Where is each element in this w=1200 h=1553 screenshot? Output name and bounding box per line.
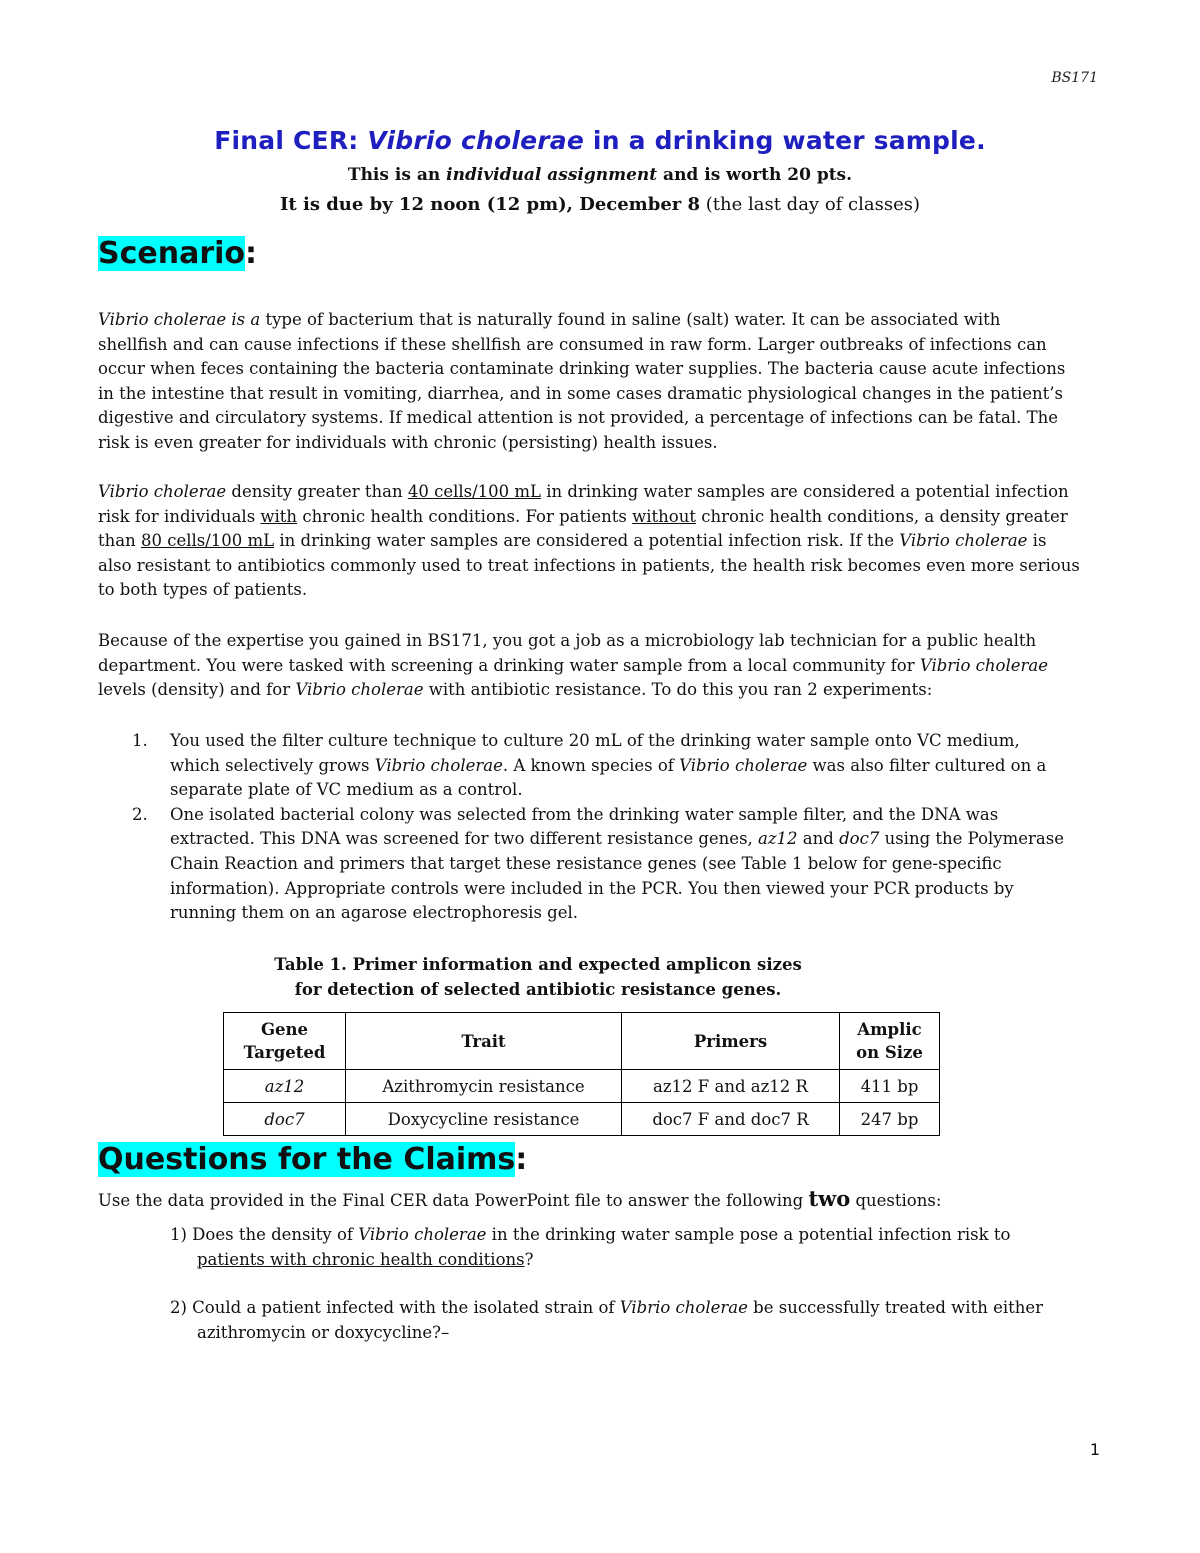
cell-size: 411 bp	[840, 1070, 940, 1103]
scenario-heading: Scenario:	[98, 236, 258, 271]
due-date: It is due by 12 noon (12 pm), December 8 (the last day of classes)	[279, 194, 920, 215]
table-row	[224, 1070, 940, 1103]
cell-gene: az12	[224, 1070, 346, 1103]
table-caption: Table 1. Primer information and expected amplicon sizes for detection of selected antibiotic resistance genes.	[274, 955, 802, 999]
header-primers: Primers	[622, 1013, 840, 1070]
header-amplicon-size: Amplic on Size	[840, 1013, 940, 1070]
scenario-paragraph-3: Because of the expertise you gained in BS171, you got a job as a microbiology lab technician for a public health department. You were tasked with screening a drinking water sample from a local community for Vibrio cholerae levels (density) and for Vibrio cholerae with antibiotic resistance. To do this you ran 2 experiments:	[98, 631, 1048, 700]
cell-gene: doc7	[224, 1103, 346, 1136]
cell-primers: az12 F and az12 R	[622, 1070, 840, 1103]
experiment-list	[98, 729, 1104, 926]
list-item: 1. You used the filter culture technique to culture 20 mL of the drinking water sample onto VC medium, which selectively grows Vibrio cholerae. A known species of Vibrio cholerae was also filter cultured on a separate plate of VC medium as a control.	[132, 731, 1047, 800]
header-trait: Trait	[346, 1013, 622, 1070]
questions-heading: Questions for the Claims:	[98, 1142, 528, 1177]
cell-size: 247 bp	[840, 1103, 940, 1136]
cell-trait: Doxycycline resistance	[346, 1103, 622, 1136]
page-number: 1	[1089, 1440, 1100, 1459]
scenario-paragraph-2: Vibrio cholerae density greater than 40 cells/100 mL in drinking water samples are considered a potential infection risk for individuals with chronic health conditions. For patients without chronic health conditions, a density greater than 80 cells/100 mL in drinking water samples are considered a potential infection risk. If the Vibrio cholerae is also resistant to antibiotics commonly used to treat infections in patients, the health risk becomes even more serious to both types of patients.	[98, 482, 1080, 600]
table-row	[224, 1103, 940, 1136]
cell-primers: doc7 F and doc7 R	[622, 1103, 840, 1136]
document-title: Final CER: Vibrio cholerae in a drinking water sample.	[214, 126, 986, 155]
header-gene: Gene Targeted	[224, 1013, 346, 1070]
questions-intro: Use the data provided in the Final CER data PowerPoint file to answer the following two questions:	[98, 1186, 942, 1211]
question-1: 1) Does the density of Vibrio cholerae in the drinking water sample pose a potential infection risk to patients with chronic health conditions?	[170, 1225, 1011, 1269]
list-item: 2. One isolated bacterial colony was selected from the drinking water sample filter, and the DNA was extracted. This DNA was screened for two different resistance genes, az12 and doc7 using the Polymerase Chain Reaction and primers that target these resistance genes (see Table 1 below for gene-specific information). Appropriate controls were included in the PCR. You then viewed your PCR products by running them on an agarose electrophoresis gel.	[132, 804, 1064, 923]
question-2: 2) Could a patient infected with the isolated strain of Vibrio cholerae be successfully treated with either azithromycin or doxycycline?–	[170, 1298, 1044, 1342]
assignment-note: This is an individual assignment and is worth 20 pts.	[347, 165, 853, 185]
primer-table	[223, 1012, 940, 1136]
scenario-paragraph-1: Vibrio cholerae is a type of bacterium that is naturally found in saline (salt) water. It can be associated with shellfish and can cause infections if these shellfish are consumed in raw form. Larger outbreaks of infections can occur when feces containing the bacteria contaminate drinking water supplies. The bacteria cause acute infections in the intestine that result in vomiting, diarrhea, and in some cases dramatic physiological changes in the patient’s digestive and circulatory systems. If medical attention is not provided, a percentage of infections can be fatal. The risk is even greater for individuals with chronic (persisting) health issues.	[98, 310, 1066, 452]
header-course-code: BS171	[1051, 70, 1098, 86]
table-header-row	[224, 1013, 940, 1070]
cell-trait: Azithromycin resistance	[346, 1070, 622, 1103]
